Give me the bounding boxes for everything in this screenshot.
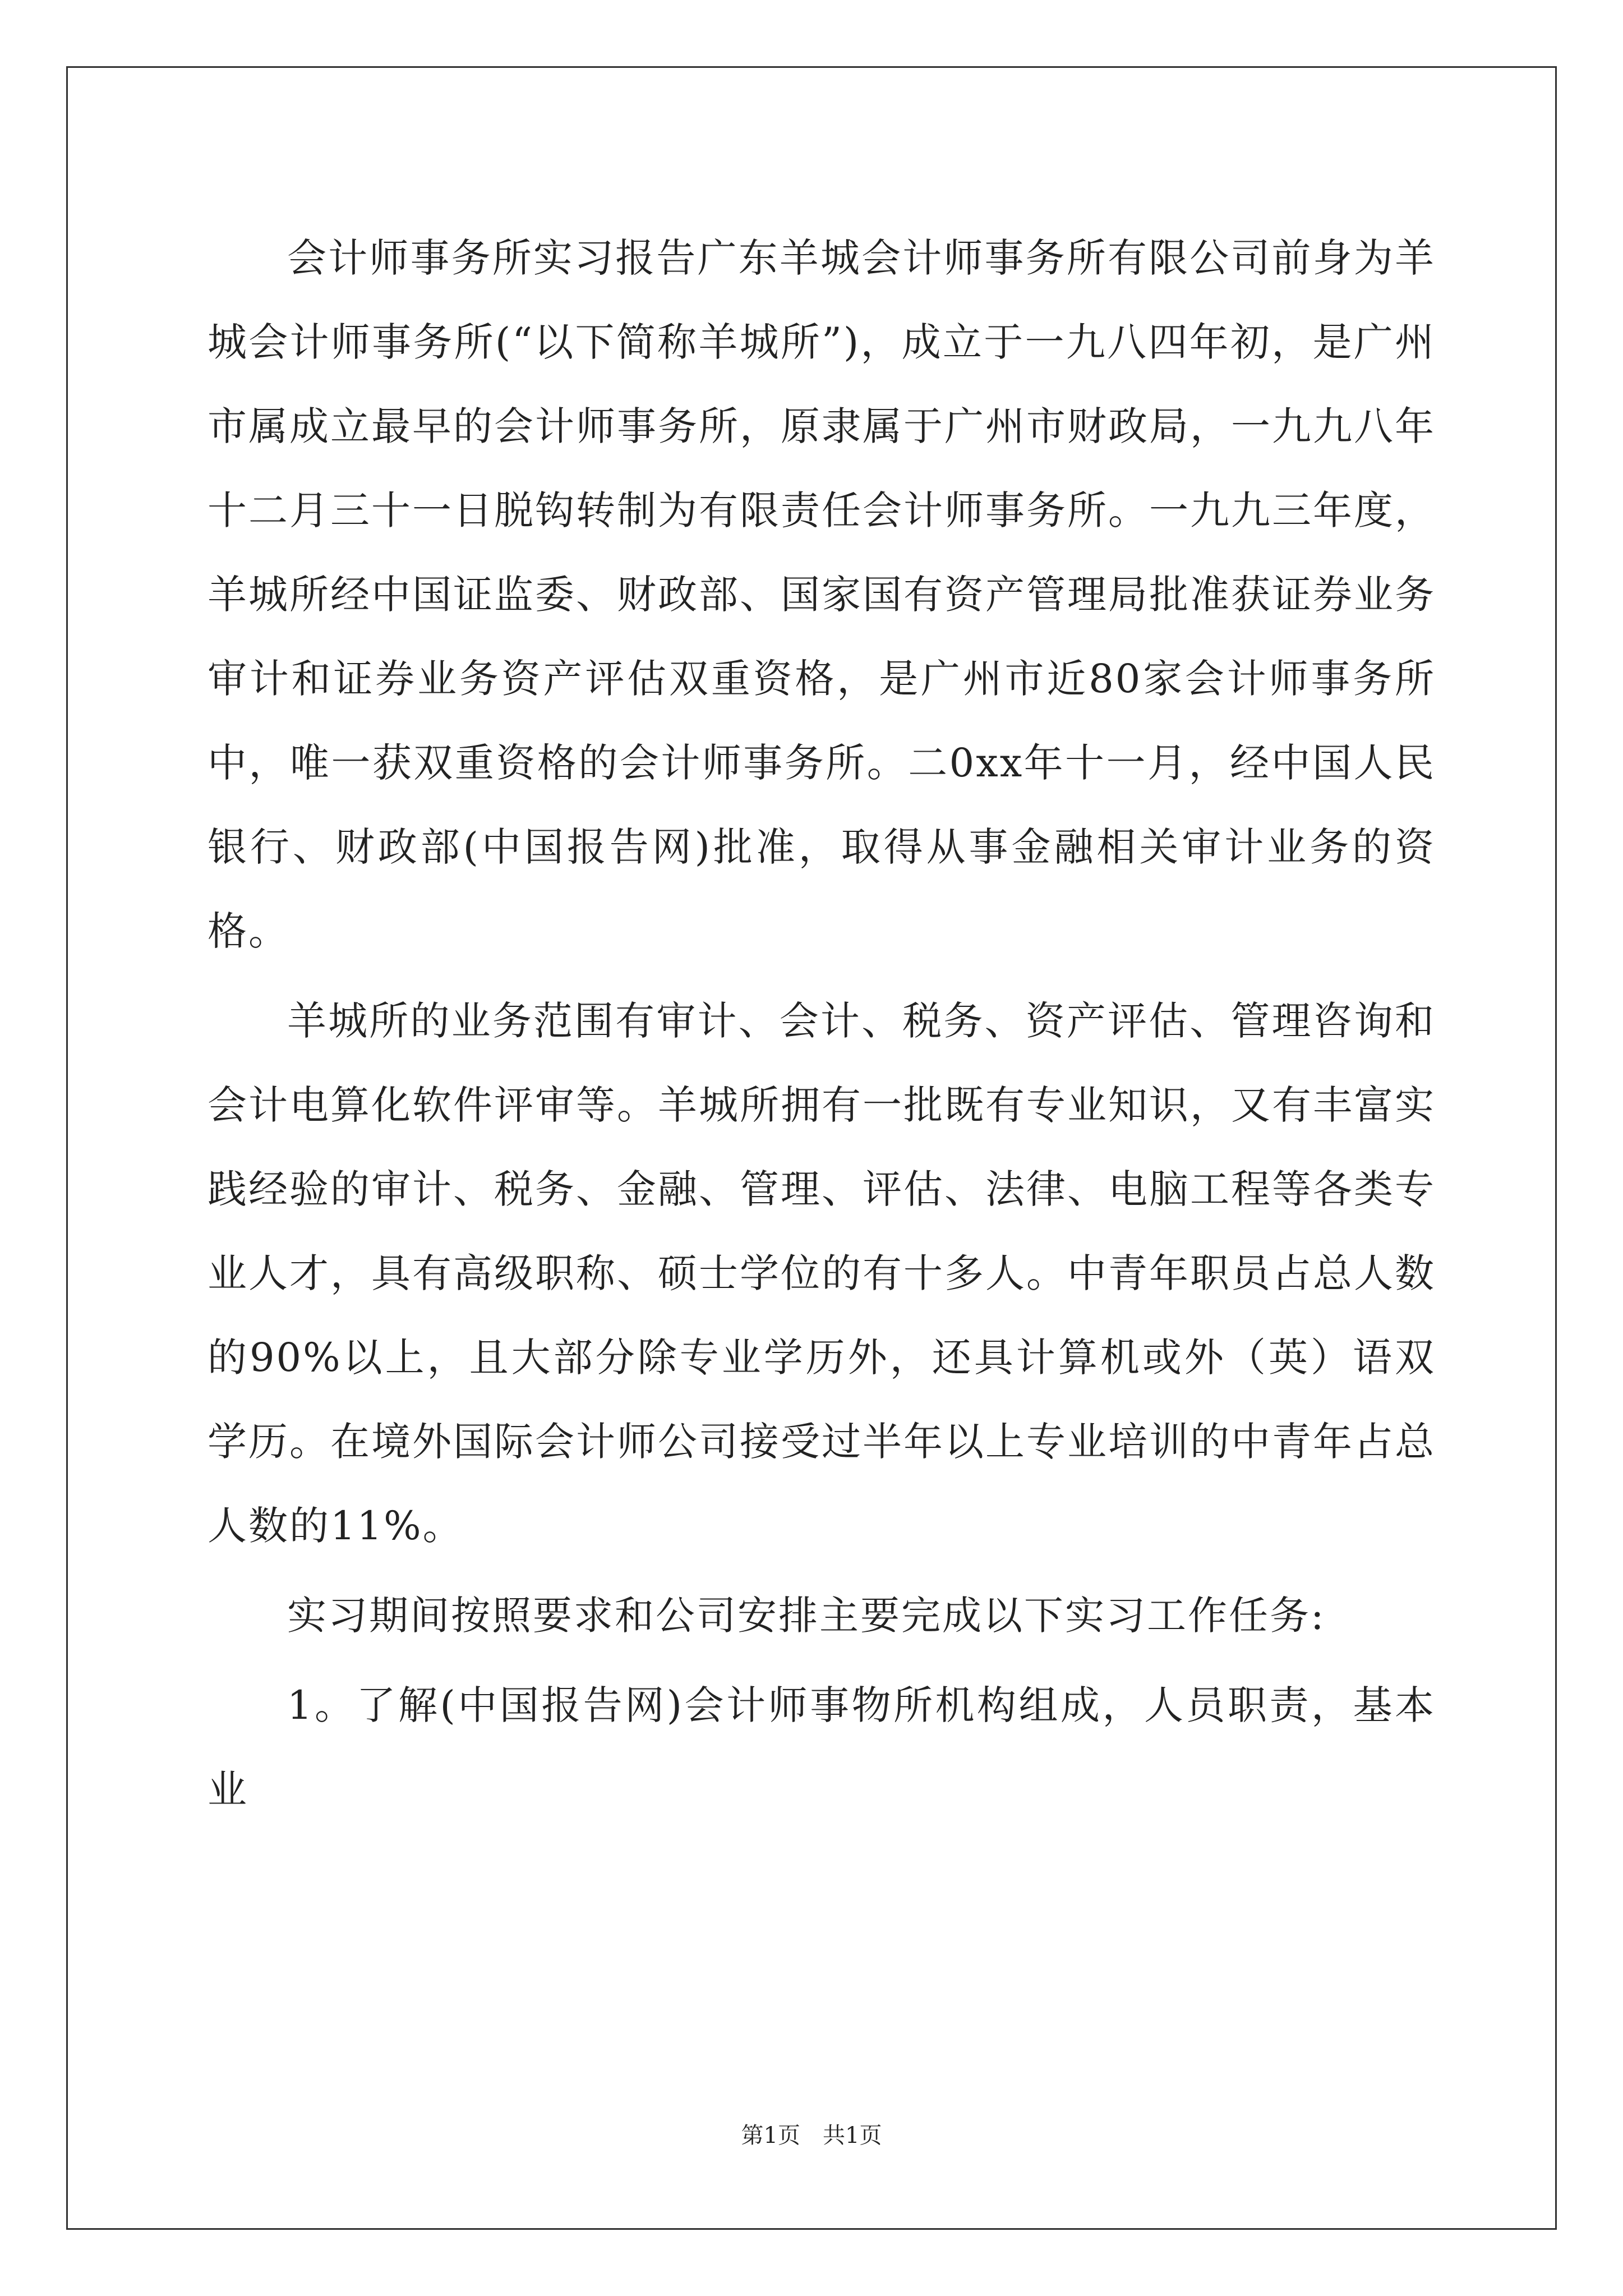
paragraph-business-scope: 羊城所的业务范围有审计、会计、税务、资产评估、管理咨询和会计电算化软件评审等。羊城所拥有一批既有专业知识，又有丰富实践经验的审计、税务、金融、管理、评估、法律、电脑工程等各类专业人才，具有高级职称、硕士学位的有十多人。中青年职员占总人数的90%以上，且大部分除专业学历外，还具计算机或外（英）语双学历。在境外国际会计师公司接受过半年以上专业培训的中青年占总人数的11%。 xyxy=(208,998,1436,1549)
paragraph-company-history: 会计师事务所实习报告广东羊城会计师事务所有限公司前身为羊城会计师事务所(“以下简称羊城所”)，成立于一九八四年初，是广州市属成立最早的会计师事务所，原隶属于广州市财政局，一九九八年十二月三十一日脱钩转制为有限责任会计师事务所。一九九三年度，羊城所经中国证监委、财政部、国家国有资产管理局批准获证券业务审计和证券业务资产评估双重资格，是广州市近80家会计师事务所中，唯一获双重资格的会计师事务所。二0xx年十一月，经中国人民银行、财政部(中国报告网)批准，取得从事金融相关审计业务的资格。 xyxy=(208,235,1436,954)
paragraph-task-item-1: 1。了解(中国报告网)会计师事物所机构组成，人员职责，基本业 xyxy=(208,1682,1436,1812)
page-footer: 第1页 共1页 xyxy=(741,2123,882,2148)
paragraph-internship-tasks-intro: 实习期间按照要求和公司安排主要完成以下实习工作任务: xyxy=(287,1593,1326,1639)
document-body xyxy=(208,216,1436,1837)
